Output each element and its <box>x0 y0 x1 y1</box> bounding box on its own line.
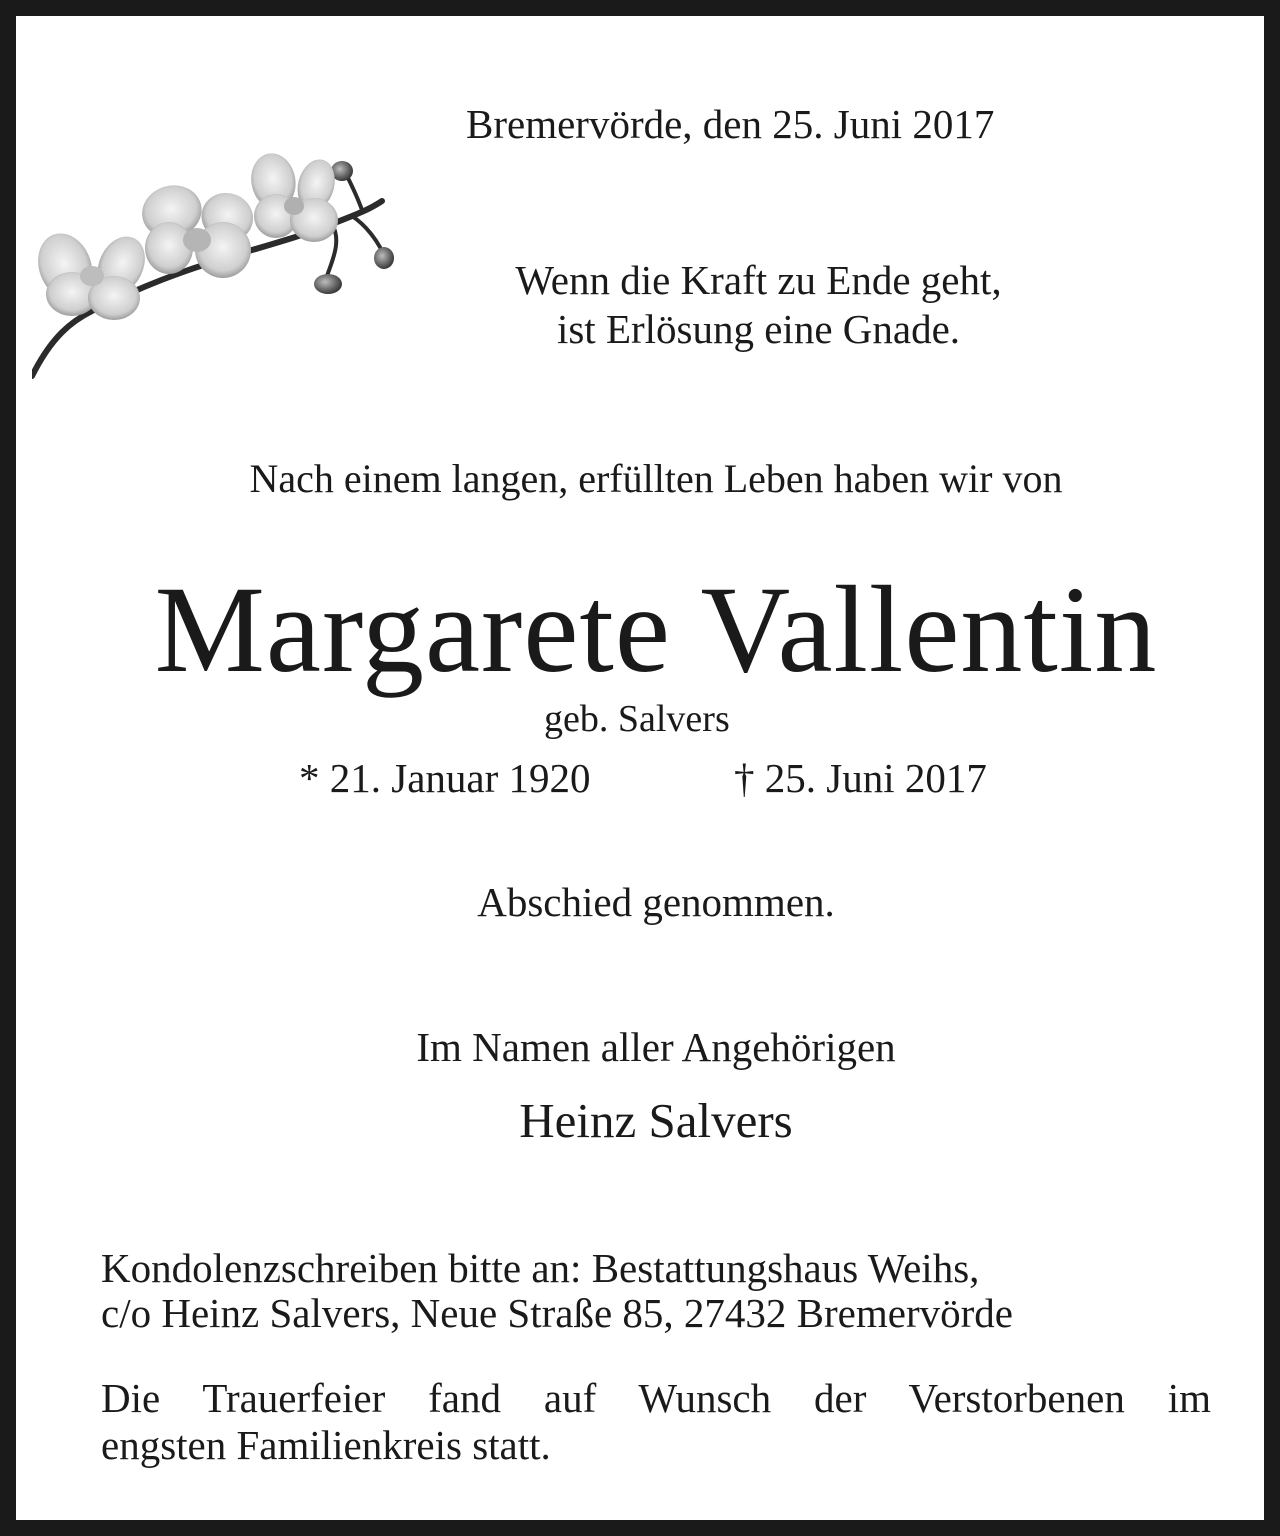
maiden-name: geb. Salvers <box>544 698 730 740</box>
verse-line-1: Wenn die Kraft zu Ende geht, <box>515 257 1002 303</box>
on-behalf-text: Im Namen aller Angehörigen <box>416 1024 896 1070</box>
verse-line-2: ist Erlösung eine Gnade. <box>556 306 961 352</box>
place-and-date: Bremervörde, den 25. Juni 2017 <box>466 101 995 147</box>
deceased-name: Margarete Vallentin <box>154 561 1158 698</box>
funeral-line-2: engsten Familienkreis statt. <box>101 1422 551 1468</box>
farewell-text: Abschied genommen. <box>477 879 835 925</box>
funeral-line-1: Die Trauerfeier fand auf Wunsch der Verstorbenen im <box>101 1375 1211 1421</box>
intro-text: Nach einem langen, erfüllten Leben haben wir von <box>249 456 1063 501</box>
condolence-line-1: Kondolenzschreiben bitte an: Bestattungshaus Weihs, <box>101 1245 980 1291</box>
condolence-line-2: c/o Heinz Salvers, Neue Straße 85, 27432 Bremervörde <box>101 1290 1013 1336</box>
death-date: † 25. Juni 2017 <box>734 755 987 801</box>
birth-date: * 21. Januar 1920 <box>299 755 591 801</box>
signer-name: Heinz Salvers <box>519 1093 793 1148</box>
